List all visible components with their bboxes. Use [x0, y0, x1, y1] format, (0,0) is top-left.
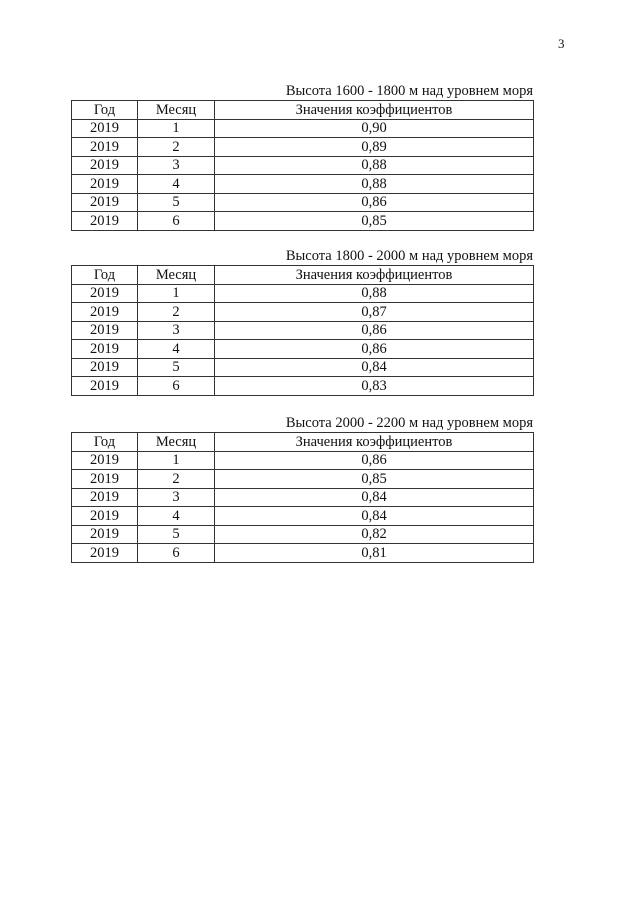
table-row — [72, 525, 534, 544]
cell-value: 0,88 — [215, 175, 534, 194]
header-year: Год — [72, 266, 138, 285]
cell-month: 2 — [138, 138, 215, 157]
header-year: Год — [72, 433, 138, 452]
cell-month: 6 — [138, 212, 215, 231]
cell-value: 0,84 — [215, 507, 534, 526]
header-month: Месяц — [138, 266, 215, 285]
cell-value: 0,88 — [215, 156, 534, 175]
table-caption: Высота 1800 - 2000 м над уровнем моря — [285, 248, 533, 264]
table-row — [72, 470, 534, 489]
header-month: Месяц — [138, 101, 215, 120]
cell-year: 2019 — [72, 284, 138, 303]
cell-value: 0,88 — [215, 284, 534, 303]
table-row — [72, 507, 534, 526]
cell-year: 2019 — [72, 303, 138, 322]
cell-month: 2 — [138, 303, 215, 322]
table-row — [72, 193, 534, 212]
cell-year: 2019 — [72, 138, 138, 157]
cell-year: 2019 — [72, 193, 138, 212]
cell-value: 0,86 — [215, 340, 534, 359]
cell-month: 4 — [138, 507, 215, 526]
cell-value: 0,84 — [215, 358, 534, 377]
cell-year: 2019 — [72, 377, 138, 396]
cell-year: 2019 — [72, 321, 138, 340]
table-header-row — [72, 101, 534, 120]
cell-month: 2 — [138, 470, 215, 489]
cell-year: 2019 — [72, 507, 138, 526]
cell-year: 2019 — [72, 451, 138, 470]
table-row — [72, 340, 534, 359]
cell-month: 5 — [138, 358, 215, 377]
header-year: Год — [72, 101, 138, 120]
cell-year: 2019 — [72, 119, 138, 138]
cell-value: 0,90 — [215, 119, 534, 138]
cell-value: 0,87 — [215, 303, 534, 322]
cell-month: 4 — [138, 340, 215, 359]
table-caption: Высота 2000 - 2200 м над уровнем моря — [285, 415, 533, 431]
cell-year: 2019 — [72, 358, 138, 377]
coefficient-table-block — [71, 415, 534, 563]
coefficient-table — [71, 100, 534, 231]
table-row — [72, 377, 534, 396]
table-row — [72, 451, 534, 470]
cell-year: 2019 — [72, 156, 138, 175]
cell-year: 2019 — [72, 470, 138, 489]
table-row — [72, 119, 534, 138]
table-header-row — [72, 266, 534, 285]
cell-value: 0,83 — [215, 377, 534, 396]
cell-month: 3 — [138, 321, 215, 340]
table-row — [72, 303, 534, 322]
header-value: Значения коэффициентов — [215, 266, 534, 285]
cell-year: 2019 — [72, 175, 138, 194]
cell-value: 0,89 — [215, 138, 534, 157]
header-value: Значения коэффициентов — [215, 101, 534, 120]
cell-month: 1 — [138, 451, 215, 470]
cell-month: 6 — [138, 377, 215, 396]
page-number: 3 — [558, 36, 565, 51]
cell-month: 3 — [138, 156, 215, 175]
cell-value: 0,82 — [215, 525, 534, 544]
cell-value: 0,85 — [215, 470, 534, 489]
cell-value: 0,84 — [215, 488, 534, 507]
table-row — [72, 488, 534, 507]
header-value: Значения коэффициентов — [215, 433, 534, 452]
cell-month: 1 — [138, 284, 215, 303]
table-row — [72, 544, 534, 563]
cell-year: 2019 — [72, 212, 138, 231]
cell-month: 5 — [138, 525, 215, 544]
table-row — [72, 175, 534, 194]
cell-value: 0,86 — [215, 193, 534, 212]
coefficient-table-block — [71, 83, 534, 231]
cell-year: 2019 — [72, 488, 138, 507]
cell-year: 2019 — [72, 340, 138, 359]
table-row — [72, 321, 534, 340]
cell-year: 2019 — [72, 525, 138, 544]
coefficient-table — [71, 265, 534, 396]
coefficient-table — [71, 432, 534, 563]
cell-year: 2019 — [72, 544, 138, 563]
table-header-row — [72, 433, 534, 452]
cell-month: 4 — [138, 175, 215, 194]
cell-value: 0,86 — [215, 321, 534, 340]
cell-value: 0,85 — [215, 212, 534, 231]
table-row — [72, 284, 534, 303]
table-row — [72, 358, 534, 377]
table-row — [72, 156, 534, 175]
cell-value: 0,86 — [215, 451, 534, 470]
header-month: Месяц — [138, 433, 215, 452]
table-row — [72, 138, 534, 157]
coefficient-table-block — [71, 248, 534, 396]
cell-month: 5 — [138, 193, 215, 212]
cell-month: 6 — [138, 544, 215, 563]
cell-month: 1 — [138, 119, 215, 138]
table-caption: Высота 1600 - 1800 м над уровнем моря — [285, 83, 533, 99]
table-row — [72, 212, 534, 231]
cell-month: 3 — [138, 488, 215, 507]
cell-value: 0,81 — [215, 544, 534, 563]
